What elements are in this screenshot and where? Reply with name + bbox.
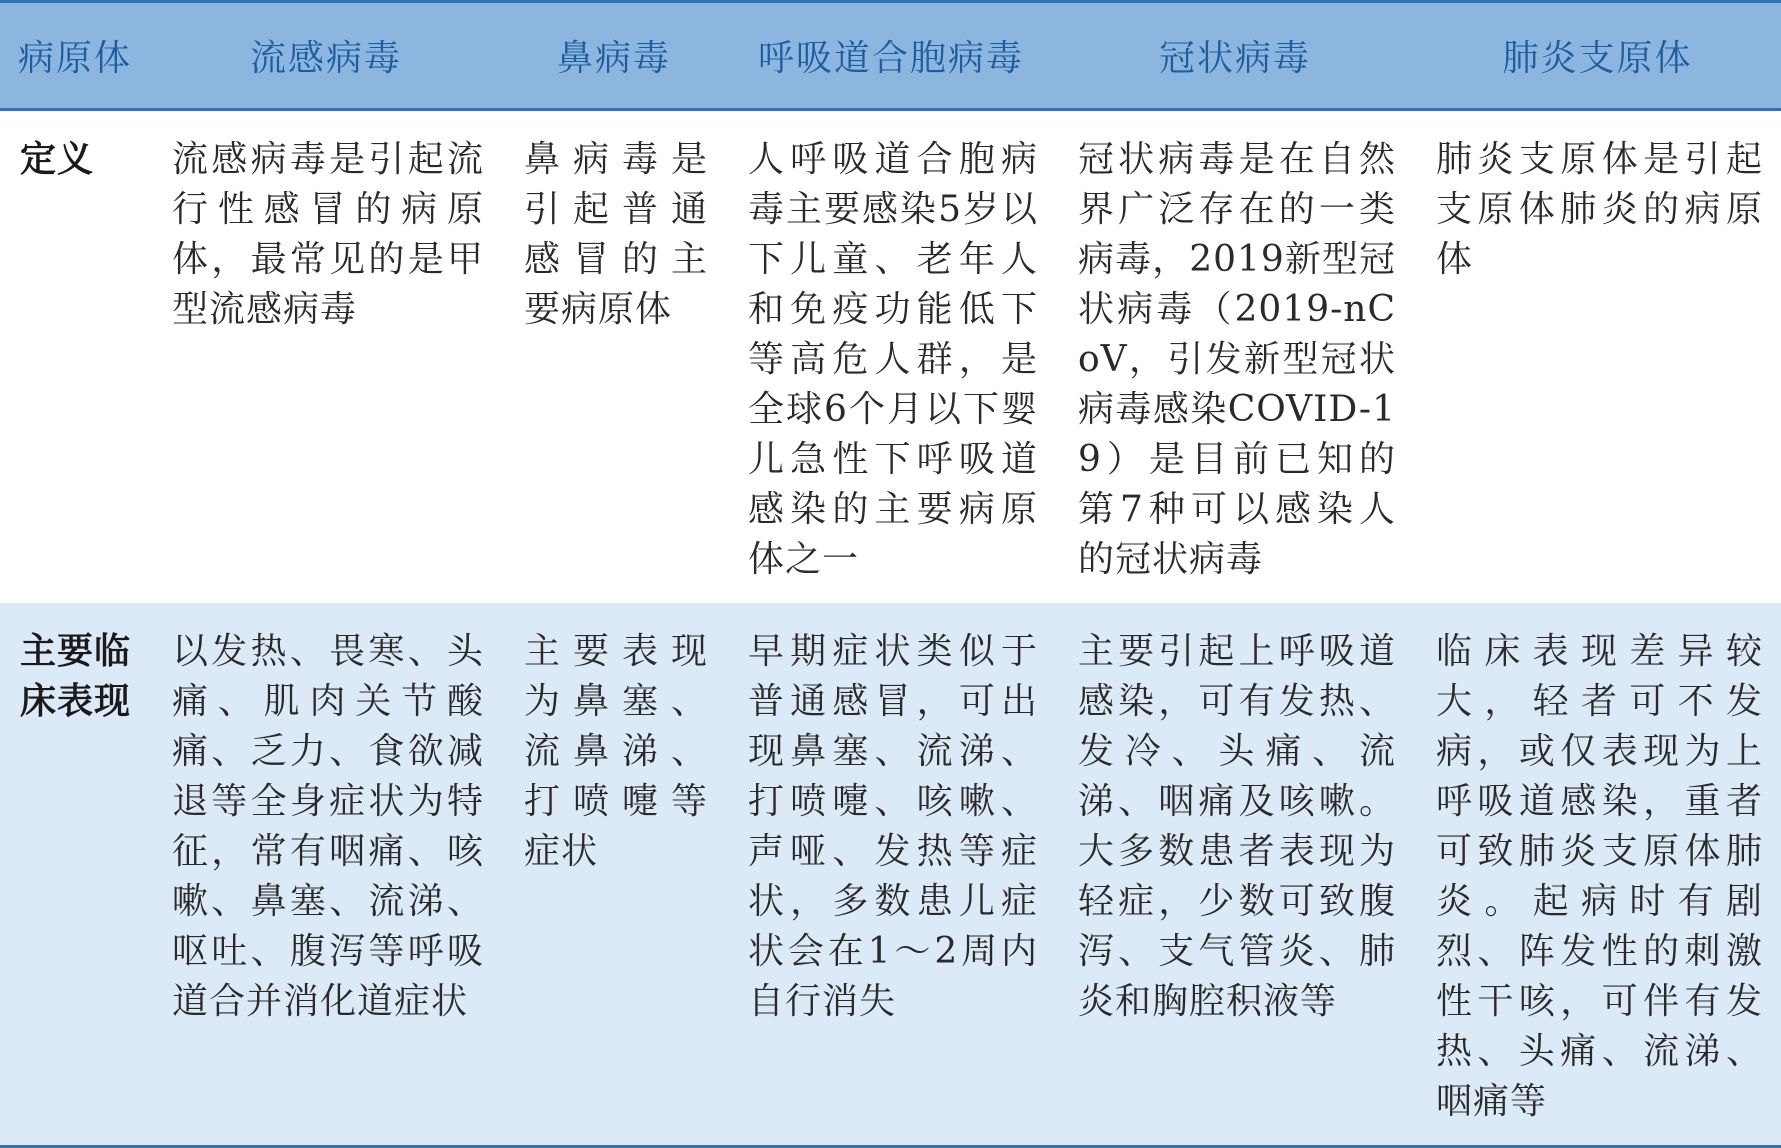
cell-definition-mycoplasma: 肺炎支原体是引起支原体肺炎的病原体	[1436, 139, 1763, 280]
cell-clinical-coronavirus: 主要引起上呼吸道感染，可有发热、发冷、头痛、流涕、咽痛及咳嗽。大多数患者表现为轻症，少数可致腹泻、支气管炎、肺炎和胸腔积液等	[1078, 631, 1396, 1022]
cell-definition-influenza: 流感病毒是引起流行性感冒的病原体，最常见的是甲型流感病毒	[172, 139, 484, 330]
header-rsv: 呼吸道合胞病毒	[757, 38, 1024, 79]
row-label-definition: 定义	[20, 139, 95, 180]
cell-clinical-influenza: 以发热、畏寒、头痛、肌肉关节酸痛、乏力、食欲减退等全身症状为特征，常有咽痛、咳嗽、鼻塞、流涕、呕吐、腹泻等呼吸道合并消化道症状	[172, 631, 484, 1022]
header-rhinovirus: 鼻病毒	[556, 38, 671, 79]
table-row-clinical	[0, 603, 1781, 1147]
header-pathogen: 病原体	[18, 38, 133, 79]
cell-definition-rhinovirus: 鼻病毒是引起普通感冒的主要病原体	[524, 139, 708, 330]
cell-clinical-mycoplasma: 临床表现差异较大，轻者可不发病，或仅表现为上呼吸道感染，重者可致肺炎支原体肺炎。起病时有剧烈、阵发性的刺激性干咳，可伴有发热、头痛、流涕、咽痛等	[1436, 631, 1763, 1122]
row-label-clinical: 主要临床表现	[20, 631, 132, 722]
cell-clinical-rhinovirus: 主要表现为鼻塞、流鼻涕、打喷嚏等症状	[524, 631, 708, 872]
table-header-row	[0, 2, 1781, 110]
cell-definition-coronavirus: 冠状病毒是在自然界广泛存在的一类病毒，2019新型冠状病毒（2019-nCoV，引发新型冠状病毒感染COVID-19）是目前已知的第7种可以感染人的冠状病毒	[1078, 139, 1396, 580]
header-mycoplasma: 肺炎支原体	[1502, 38, 1693, 79]
header-coronavirus: 冠状病毒	[1158, 38, 1311, 79]
cell-clinical-rsv: 早期症状类似于普通感冒，可出现鼻塞、流涕、打喷嚏、咳嗽、声哑、发热等症状，多数患儿症状会在1～2周内自行消失	[748, 631, 1038, 1022]
table-row-definition	[0, 110, 1781, 604]
header-influenza-virus: 流感病毒	[249, 38, 402, 79]
cell-definition-rsv: 人呼吸道合胞病毒主要感染5岁以下儿童、老年人和免疫功能低下等高危人群，是全球6个月以下婴儿急性下呼吸道感染的主要病原体之一	[748, 139, 1038, 580]
